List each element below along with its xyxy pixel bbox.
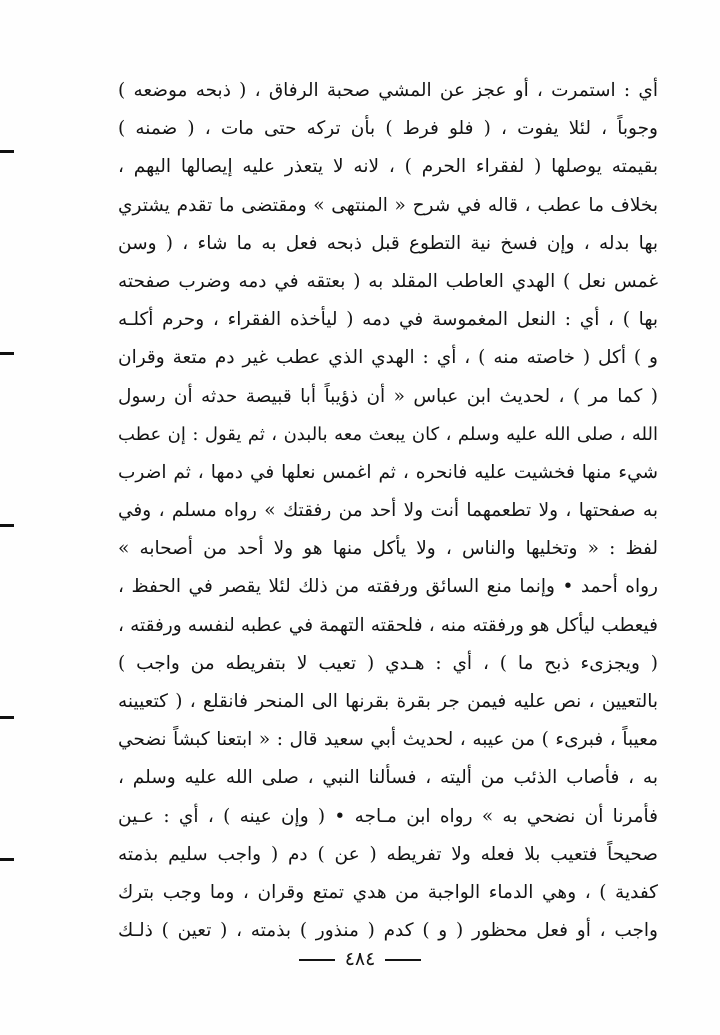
text-line: بها ) ، أي : النعل المغموسة في دمه ( ليأخذه الفقراء ، وحرم أكلـه <box>118 309 658 331</box>
text-line: به صفحتها ، ولا تطعمهما أنت ولا أحد من رفقتك » رواه مسلم ، وفي <box>118 500 658 522</box>
text-line: صحيحاً فتعيب بلا فعله ولا تفريطه ( عن ) دم ( واجب سليم بذمته <box>118 843 658 865</box>
text-line: به ، فأصاب الذئب من أليته ، فسألنا النبي ، صلى الله عليه وسلم ، <box>118 767 658 789</box>
text-line: معيباً ، فبرىء ) من عيبه ، لحديث أبي سعيد قال : « ابتعنا كبشاً نضحي <box>118 729 658 751</box>
text-line: بخلاف ما عطب ، قاله في شرح « المنتهى » ومقتضى ما تقدم يشتري <box>118 194 658 216</box>
text-line: لفظ : « وتخليها والناس ، ولا يأكل منها هو ولا أحد من أصحابه » <box>118 538 658 560</box>
edge-mark <box>0 716 14 719</box>
text-line: بها بدله ، وإن فسخ نية التطوع قبل ذبحه فعل به ما شاء ، ( وسن <box>118 232 658 254</box>
text-line: كفدية ) ، وهي الدماء الواجبة من هدي تمتع وقران ، وما وجب بترك <box>118 881 658 903</box>
text-line: أي : استمرت ، أو عجز عن المشي صحبة الرفاق ، ( ذبحه موضعه ) <box>118 80 658 101</box>
text-line: واجب ، أو فعل محظور ( و ) كدم ( منذور ) بذمته ، ( تعين ) ذلـك <box>118 920 658 942</box>
body-text <box>118 72 658 950</box>
text-line: الله ، صلى الله عليه وسلم ، كان يبعث معه بالبدن ، ثم يقول : إن عطب <box>118 423 658 445</box>
text-line: شيء منها فخشيت عليه فانحره ، ثم اغمس نعلها في دمها ، ثم اضرب <box>118 461 658 483</box>
text-line: فأمرنا أن نضحي به » رواه ابن مـاجه • ( وإن عينه ) ، أي : عـين <box>118 805 658 827</box>
text-line: غمس نعل ) الهدي العاطب المقلد به ( بعتقه في دمه وضرب صفحته <box>118 270 658 292</box>
page-number <box>0 948 720 970</box>
page-number-dash <box>299 959 335 961</box>
page-number-dash <box>385 959 421 961</box>
edge-mark <box>0 150 14 153</box>
text-line: بالتعيين ، نص عليه فيمن جر بقرة بقرنها الى المنحر فانقلع ، ( كتعيينه <box>118 691 658 712</box>
page-number-value: ٤٨٤ <box>344 948 376 970</box>
edge-mark <box>0 352 14 355</box>
text-line: فيعطب ليأكل هو ورفقته منه ، فلحقته التهمة في عطبه لنفسه ورفقته ، <box>118 614 658 636</box>
text-line: وجوباً ، لئلا يفوت ، ( فلو فرط ) بأن تركه حتى مات ، ( ضمنه ) <box>118 118 658 140</box>
text-line: رواه أحمد • وإنما منع السائق ورفقته من ذلك لئلا يقصر في الحفظ ، <box>118 576 658 598</box>
edge-mark <box>0 858 14 861</box>
text-line: ( كما مر ) ، لحديث ابن عباس « أن ذؤيباً أبا قبيصة حدثه أن رسول <box>118 385 658 407</box>
text-line: و ) أكل ( خاصته منه ) ، أي : الهدي الذي عطب غير دم متعة وقران <box>118 347 658 369</box>
edge-mark <box>0 524 14 527</box>
text-line: ( ويجزىء ذبح ما ) ، أي : هـدي ( تعيب لا بتفريطه من واجب ) <box>118 652 658 674</box>
text-line: بقيمته يوصلها ( لفقراء الحرم ) ، لانه لا يتعذر عليه إيصالها اليهم ، <box>118 156 658 178</box>
